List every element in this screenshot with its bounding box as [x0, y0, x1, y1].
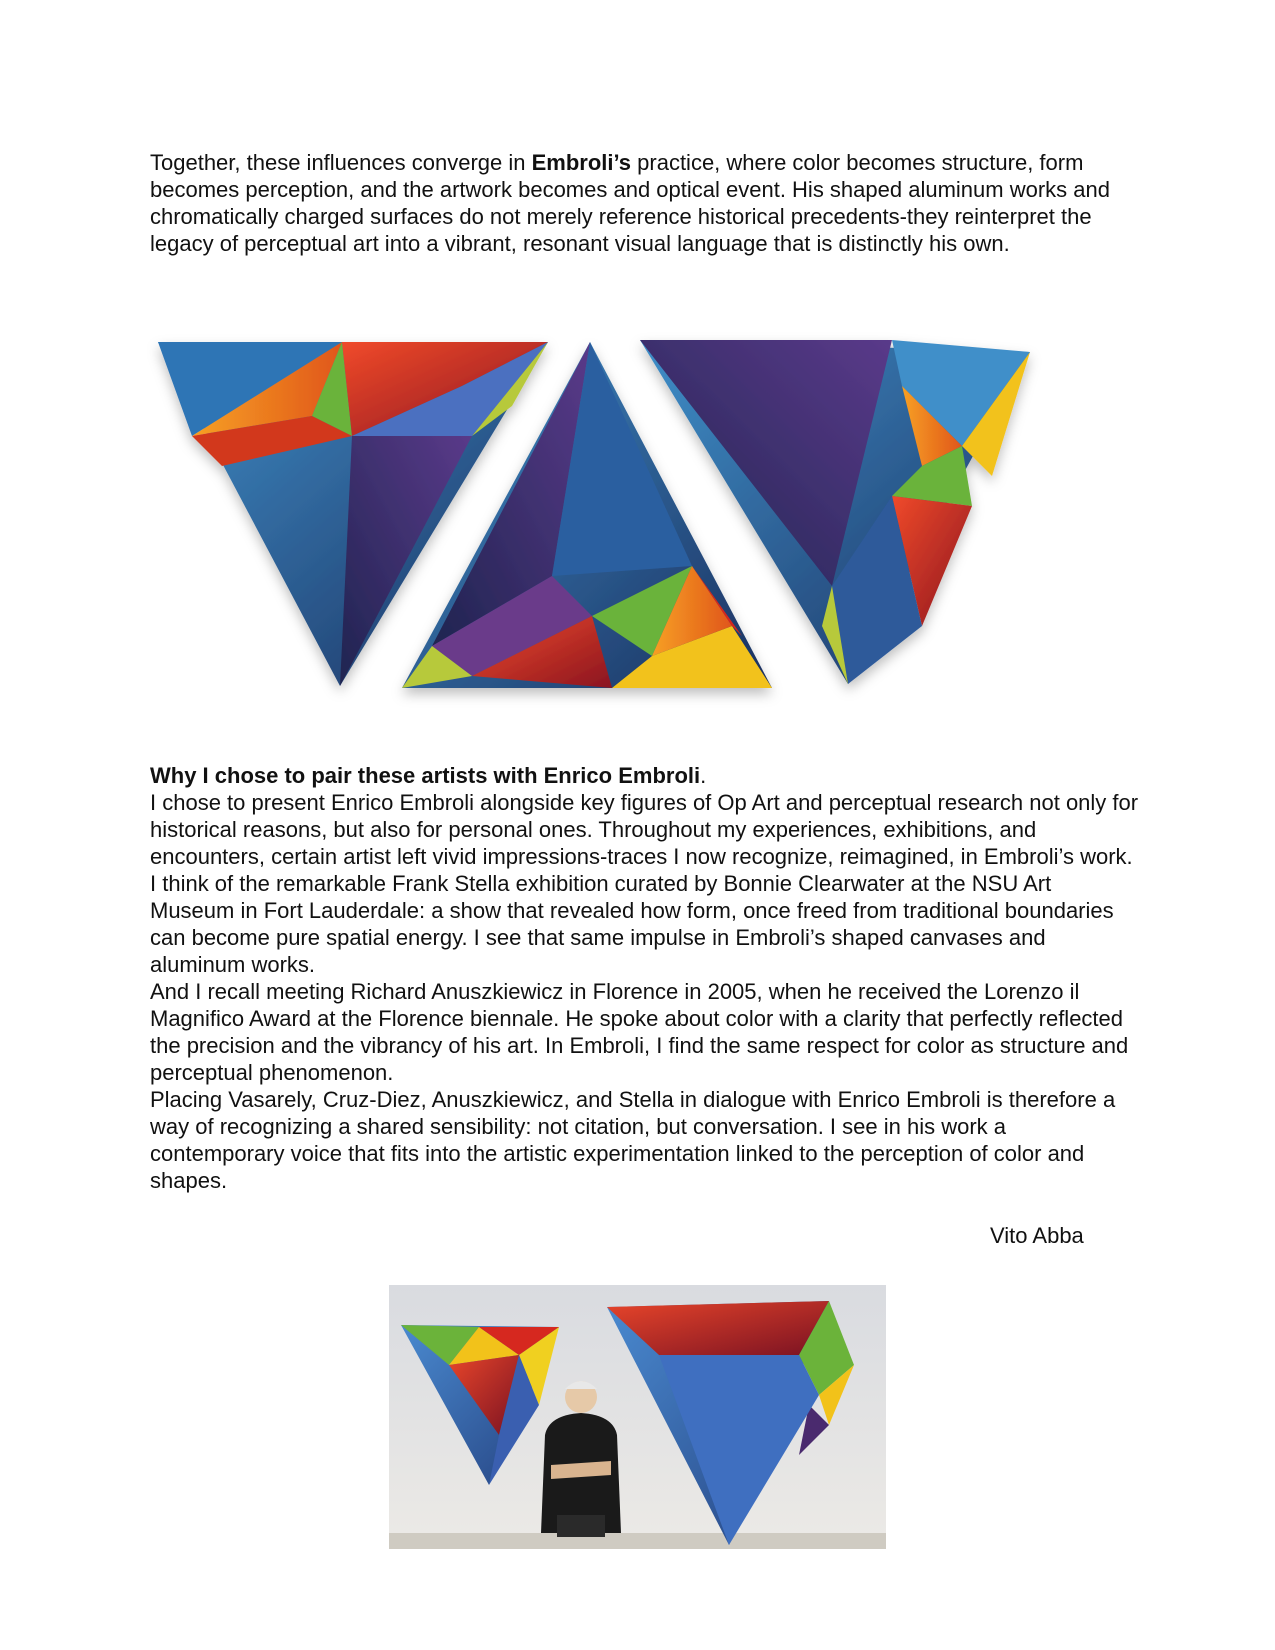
intro-text-post: practice, where color becomes structure, form becomes perception, and the artwork becomes and optical event. His shaped aluminum works and chromatically charged surfaces do not merely reference historical precedents-they reinterpret the legacy of perceptual art into a vibrant, resonant visual language that is distinctly his own. — [150, 150, 1110, 256]
intro-paragraph — [150, 149, 1140, 257]
essay-paragraph-4: Placing Vasarely, Cruz-Diez, Anuszkiewicz, and Stella in dialogue with Enrico Embroli is therefore a way of recognizing a shared sensibility: not citation, but conversation. I see in his work a contemporary voice that fits into the artistic experimentation linked to the perception of color and shapes. — [150, 1087, 1116, 1193]
essay-section — [150, 762, 1140, 1194]
essay-paragraph-1: I chose to present Enrico Embroli alongside key figures of Op Art and perceptual research not only for historical reasons, but also for personal ones. Throughout my experiences, exhibitions, and encounters, certain artist left vivid impressions-traces I now recognize, reimagined, in Embroli’s work. — [150, 790, 1139, 869]
essay-paragraph-3: And I recall meeting Richard Anuszkiewicz in Florence in 2005, when he received the Lorenzo il Magnifico Award at the Florence biennale. He spoke about color with a clarity that perfectly reflected the precision and the vibrancy of his art. In Embroli, I find the same respect for color as structure and perceptual phenomenon. — [150, 979, 1129, 1085]
intro-bold-name: Embroli’s — [531, 150, 632, 175]
essay-paragraph-2: I think of the remarkable Frank Stella exhibition curated by Bonnie Clearwater at the NSU Art Museum in Fort Lauderdale: a show that revealed how form, once freed from traditional boundaries can become pure spatial energy. I see that same impulse in Embroli’s shaped canvases and aluminum works. — [150, 871, 1114, 977]
artist-photo — [389, 1285, 886, 1549]
essay-heading — [150, 762, 1140, 789]
essay-heading-text: Why I chose to pair these artists with Enrico Embroli — [150, 763, 701, 788]
intro-text-pre: Together, these influences converge in — [150, 150, 532, 175]
triangle-artworks-image — [132, 326, 1100, 734]
signature: Vito Abba — [990, 1223, 1084, 1248]
essay-heading-period: . — [700, 763, 707, 788]
